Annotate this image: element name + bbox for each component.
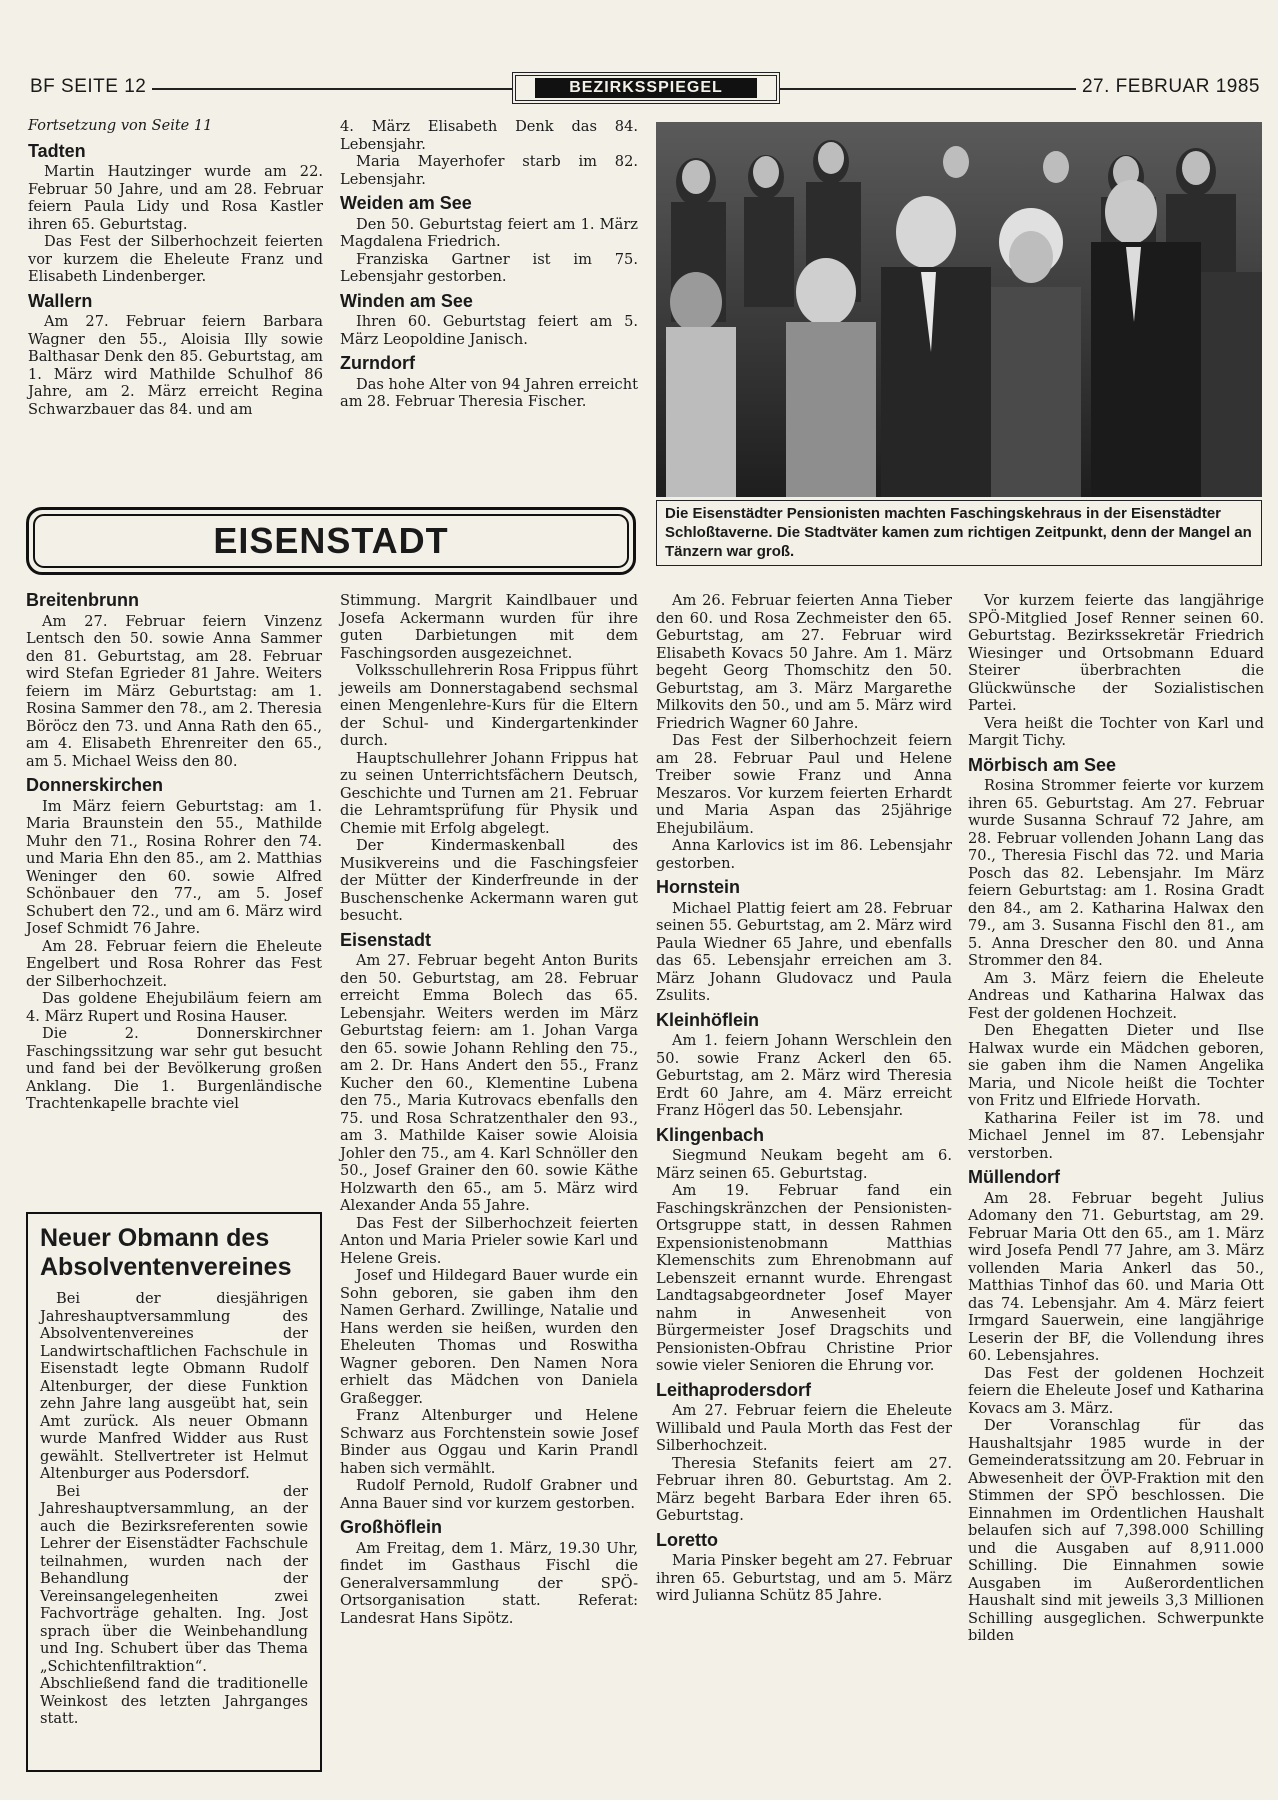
paragraph: Anna Karlovics ist im 86. Lebensjahr gestorben.	[656, 837, 952, 872]
paragraph: Franziska Gartner ist im 75. Lebensjahr gestorben.	[340, 250, 638, 285]
news-photo	[656, 122, 1262, 497]
paragraph: Am 27. Februar feiern Barbara Wagner den 55., Aloisia Illy sowie Balthasar Denk den 85. Geburtstag, am 1. März wird Mathilde Schulhof 86 Jahre, am 2. März erreicht Regina Schwarzbauer das 84. und am	[28, 313, 323, 418]
heading-muellendorf: Müllendorf	[968, 1167, 1060, 1187]
paragraph: Der Voranschlag für das Haushaltsjahr 1985 wurde in der Gemeinderatssitzung am 20. Februar in Abwesenheit der ÖVP-Fraktion mit den Stimmen der SPÖ beschlossen. Die Einnahmen im Ordentlichen Haushalt belaufen sich auf 7,398.000 Schilling und die Ausgaben auf 8,911.000 Schilling. Die Einnahmen sowie Ausgaben im Außerordentlichen Haushalt sind mit jeweils 3,3 Millionen Schilling ausgeglichen. Schwerpunkte bilden	[968, 1417, 1264, 1644]
heading-wallern: Wallern	[28, 290, 93, 311]
heading-weiden-am-see: Weiden am See	[340, 193, 472, 213]
column-2	[340, 592, 638, 1627]
paragraph: Maria Pinsker begeht am 27. Februar ihren 65. Geburtstag, und am 5. März wird Julianna Schütz 85 Jahre.	[656, 1552, 952, 1604]
heading-tadten: Tadten	[28, 140, 86, 161]
region-banner	[26, 507, 636, 575]
heading-kleinhoeflein: Kleinhöflein	[656, 1009, 759, 1030]
issue-date: 27. FEBRUAR 1985	[1076, 76, 1260, 98]
heading-grosshoeflein: Großhöflein	[340, 1517, 442, 1537]
paragraph: Theresia Stefanits feiert am 27. Februar ihren 80. Geburtstag. Am 2. März begeht Barbara Eder ihren 65. Geburtstag.	[656, 1454, 952, 1524]
section-title: BEZIRKSSPIEGEL	[535, 78, 757, 98]
paragraph: Rosina Strommer feierte vor kurzem ihren 65. Geburtstag. Am 27. Februar wurde Susanna Schrauf 72 Jahre, am 28. Februar vollenden Johann Lang das 70., Theresia Fischl das 72. und Maria Posch das 82. Lebensjahr. Im März feiern Geburtstag: am 1. Rosina Gradt den 84., am 2. Katharina Halwax den 79., am 3. Susanna Fischl den 81., am 5. Anna Drescher den 80. und Anna Strommer den 84.	[968, 777, 1264, 969]
paragraph: Im März feiern Geburtstag: am 1. Maria Braunstein den 55., Mathilde Muhr den 71., Rosina Rohrer den 74. und Maria Ehn den 85., am 2. Matthias Weninger den 60. sowie Alfred Schönbauer den 77., am 5. Josef Schubert den 72., und am 6. März wird Josef Schmidt 76 Jahre.	[26, 797, 322, 937]
boxed-article-title: Neuer Obmann des Absolventenvereines	[40, 1224, 292, 1281]
paragraph: Volksschullehrerin Rosa Frippus führt jeweils am Donnerstagabend sechsmal einen Mengenlehre-Kurs für die Eltern der Schul- und Kindergartenkinder durch.	[340, 662, 638, 749]
paragraph: Hauptschullehrer Johann Frippus hat zu seinen Unterrichtsfächern Deutsch, Geschichte und Turnen am 21. Februar die Lehramtsprüfung für Physik und Chemie mit Erfolg abgelegt.	[340, 749, 638, 837]
column-top-middle	[340, 118, 638, 411]
paragraph: Am 28. Februar begeht Julius Adomany den 71. Geburtstag, am 29. Februar Maria Ott den 65., am 1. März wird Josefa Pendl 77 Jahre, am 3. März vollenden Maria Ankerl das 50., Matthias Tinhof das 60. und Maria Ott das 74. Lebensjahr. Am 4. März feiert Irmgard Sauerwein, eine langjährige Leserin der BF, die Vollendung ihres 60. Lebensjahres.	[968, 1189, 1264, 1364]
paragraph: Das hohe Alter von 94 Jahren erreicht am 28. Februar Theresia Fischer.	[340, 375, 638, 410]
heading-zurndorf: Zurndorf	[340, 353, 415, 373]
heading-loretto: Loretto	[656, 1529, 718, 1550]
heading-winden-am-see: Winden am See	[340, 290, 473, 311]
photo-caption: Die Eisenstädter Pensionisten machten Faschingskehraus in der Eisenstädter Schloßtaverne. Die Stadtväter kamen zum richtigen Zeitpunkt, denn der Mangel an Tänzern war groß.	[656, 500, 1262, 566]
paragraph: Das Fest der Silberhochzeit feierten vor kurzem die Eheleute Franz und Elisabeth Lindenberger.	[28, 233, 323, 285]
photo-image	[656, 122, 1262, 497]
paragraph: Am Freitag, dem 1. März, 19.30 Uhr, findet im Gasthaus Fischl die Generalversammlung der SPÖ-Ortsorganisation statt. Referat: Landesrat Hans Sipötz.	[340, 1539, 638, 1627]
paragraph: Das Fest der Silberhochzeit feierten Anton und Maria Prieler sowie Karl und Helene Greis.	[340, 1214, 638, 1267]
paragraph: 4. März Elisabeth Denk das 84. Lebensjahr.	[340, 118, 638, 153]
paragraph: Am 3. März feiern die Eheleute Andreas und Katharina Halwax das Fest der goldenen Hochzeit.	[968, 969, 1264, 1022]
paragraph: Den 50. Geburtstag feiert am 1. März Magdalena Friedrich.	[340, 215, 638, 250]
paragraph: Stimmung. Margrit Kaindlbauer und Josefa Ackermann wurden für ihre guten Darbietungen mit dem Faschingsorden ausgezeichnet.	[340, 592, 638, 662]
paragraph: Am 1. feiern Johann Werschlein den 50. sowie Franz Ackerl den 65. Geburtstag, am 2. März wird Theresia Erdt 60 Jahre, am 4. März erreicht Franz Högerl das 50. Lebensjahr.	[656, 1032, 952, 1119]
paragraph: Am 28. Februar feiern die Eheleute Engelbert und Rosa Rohrer das Fest der Silberhochzeit.	[26, 937, 322, 990]
paragraph: Rudolf Pernold, Rudolf Grabner und Anna Bauer sind vor kurzem gestorben.	[340, 1477, 638, 1512]
heading-klingenbach: Klingenbach	[656, 1124, 765, 1145]
paragraph: Ihren 60. Geburtstag feiert am 5. März Leopoldine Janisch.	[340, 313, 638, 348]
paragraph: Am 26. Februar feierten Anna Tieber den 60. und Rosa Zechmeister den 65. Geburtstag, am 27. Februar wird Elisabeth Kovacs 50 Jahre. Am 1. März begeht Georg Thomschitz den 50. Geburtstag, am 3. März Margarethe Milkovits den 50., und am 5. März wird Friedrich Wagner 60 Jahre.	[656, 592, 952, 732]
paragraph: Das Fest der goldenen Hochzeit feiern die Eheleute Josef und Katharina Kovacs am 3. März.	[968, 1364, 1264, 1417]
column-4	[968, 592, 1264, 1645]
paragraph: Josef und Hildegard Bauer wurde ein Sohn geboren, sie gaben ihm den Namen Gerhard. Zwillinge, Natalie und Hans werden sie heißen, wurden den Eheleuten Thomas und Roswitha Wagner geboren. Den Namen Nora erhielt das Mädchen von Daniela Graßegger.	[340, 1267, 638, 1407]
paragraph: Der Kindermaskenball des Musikvereins und die Faschingsfeier der Mütter der Kinderfreunde in der Buschenschenke Ackermann waren gut besucht.	[340, 837, 638, 924]
paragraph: Vera heißt die Tochter von Karl und Margit Tichy.	[968, 714, 1264, 749]
paragraph: Den Ehegatten Dieter und Ilse Halwax wurde ein Mädchen geboren, sie gaben ihm die Namen Angelika Maria, und Nicole heißt die Tochter von Fritz und Elfriede Horvath.	[968, 1022, 1264, 1109]
paragraph: Martin Hautzinger wurde am 22. Februar 50 Jahre, und am 28. Februar feiern Paula Lidy und Rosa Kastler ihren 65. Geburtstag.	[28, 163, 323, 233]
column-top-left	[28, 118, 323, 418]
column-3	[656, 592, 952, 1605]
paragraph: Bei der diesjährigen Jahreshauptversammlung des Absolventenvereines der Landwirtschaftlichen Fachschule in Eisenstadt legte Obmann Rudolf Altenburger, der diese Funktion zehn Jahre lang ausgeübt hat, sein Amt zurück. Als neuer Obmann wurde Manfred Widder aus Rust gewählt. Stellvertreter ist Helmut Altenburger aus Podersdorf.	[40, 1290, 308, 1482]
continuation-note: Fortsetzung von Seite 11	[28, 118, 213, 134]
paragraph: Die 2. Donnerskirchner Faschingssitzung war sehr gut besucht und fand bei der Bevölkerung großen Anklang. Die 1. Burgenländische Trachtenkapelle brachte viel	[26, 1025, 322, 1112]
paragraph: Am 19. Februar fand ein Faschingskränzchen der Pensionisten-Ortsgruppe statt, in dessen Rahmen Expensionistenobmann Matthias Klemenschits zum Ehrenobmann auf Lebenszeit ernannt wurde. Ehrengast Landtagsabgeordneter Josef Mayer nahm in Anwesenheit von Bürgermeister Josef Dragschits und Pensionisten-Obfrau Christine Prior sowie vieler Senioren die Ehrung vor.	[656, 1182, 952, 1374]
paragraph: Am 27. Februar feiern die Eheleute Willibald und Paula Morth das Fest der Silberhochzeit.	[656, 1402, 952, 1454]
heading-breitenbrunn: Breitenbrunn	[26, 590, 140, 610]
page-number: BF SEITE 12	[30, 76, 152, 98]
region-banner-title: EISENSTADT	[33, 514, 629, 568]
paragraph: Siegmund Neukam begeht am 6. März seinen 65. Geburtstag.	[656, 1147, 952, 1182]
heading-hornstein: Hornstein	[656, 877, 741, 897]
paragraph: Franz Altenburger und Helene Schwarz aus Forchtenstein sowie Josef Binder aus Oggau und Karin Prandl haben sich vermählt.	[340, 1407, 638, 1477]
paragraph: Katharina Feiler ist im 78. und Michael Jennel im 87. Lebensjahr verstorben.	[968, 1109, 1264, 1162]
heading-eisenstadt: Eisenstadt	[340, 929, 432, 950]
paragraph: Das goldene Ehejubiläum feiern am 4. März Rupert und Rosina Hauser.	[26, 990, 322, 1025]
paragraph: Vor kurzem feierte das langjährige SPÖ-Mitglied Josef Renner seinen 60. Geburtstag. Bezirkssekretär Friedrich Wiesinger und Ortsobmann Eduard Steirer überbrachten die Glückwünsche der Sozialistischen Partei.	[968, 592, 1264, 714]
paragraph: Das Fest der Silberhochzeit feiern am 28. Februar Paul und Helene Treiber sowie Franz und Anna Meszaros. Vor kurzem feierten Erhardt und Maria Aspan das 25jährige Ehejubiläum.	[656, 732, 952, 837]
heading-moerbisch-am-see: Mörbisch am See	[968, 754, 1117, 775]
paragraph: Bei der Jahreshauptversammlung, an der auch die Bezirksreferenten sowie Lehrer der Eisenstädter Fachschule teilnahmen, wurden nach der Behandlung der Vereinsangelegenheiten zwei Fachvorträge gehalten. Ing. Jost sprach über die Weinbehandlung und Ing. Schubert über das Thema „Schichtenfiltraktion“. Abschließend fand die traditionelle Weinkost des letzten Jahrganges statt.	[40, 1482, 308, 1727]
boxed-article	[26, 1212, 322, 1772]
paragraph: Michael Plattig feiert am 28. Februar seinen 55. Geburtstag, am 2. März wird Paula Wiedner 65 Jahre, und ebenfalls das 65. Lebensjahr erreichen am 3. März Johann Gludovacz und Paula Zsulits.	[656, 899, 952, 1004]
section-title-box	[512, 72, 780, 104]
heading-leithaprodersdorf: Leithaprodersdorf	[656, 1379, 812, 1400]
paragraph: Am 27. Februar feiern Vinzenz Lentsch den 50. sowie Anna Sammer den 81. Geburtstag, am 28. Februar wird Stefan Egrieder 81 Jahre. Weiters feiern im März Geburtstag: am 1. Rosina Sammer den 78., am 2. Theresia Böröcz den 73. und Anna Rath den 65., am 4. Elisabeth Ehrenreiter den 65., am 5. Michael Weiss den 80.	[26, 612, 322, 770]
paragraph: Maria Mayerhofer starb im 82. Lebensjahr.	[340, 153, 638, 188]
heading-donnerskirchen: Donnerskirchen	[26, 775, 164, 795]
column-1	[26, 592, 322, 1113]
paragraph: Am 27. Februar begeht Anton Burits den 50. Geburtstag, am 28. Februar erreicht Emma Bolech das 65. Lebensjahr. Weiters werden im März Geburtstag feiern: am 1. Johan Varga den 65. sowie Johann Rehling den 75., am 2. Dr. Hans Andert den 55., Franz Kucher den 60., Klementine Lubena den 75., Maria Kutrovacs ebenfalls den 75. und Rosa Schratzenthaler den 93., am 3. Mathilde Kaiser sowie Aloisia Johler den 75., am 4. Karl Schnöller den 50., Josef Grainer den 60. sowie Käthe Holzwarth den 65., am 5. März wird Alexander Anda 55 Jahre.	[340, 952, 638, 1214]
